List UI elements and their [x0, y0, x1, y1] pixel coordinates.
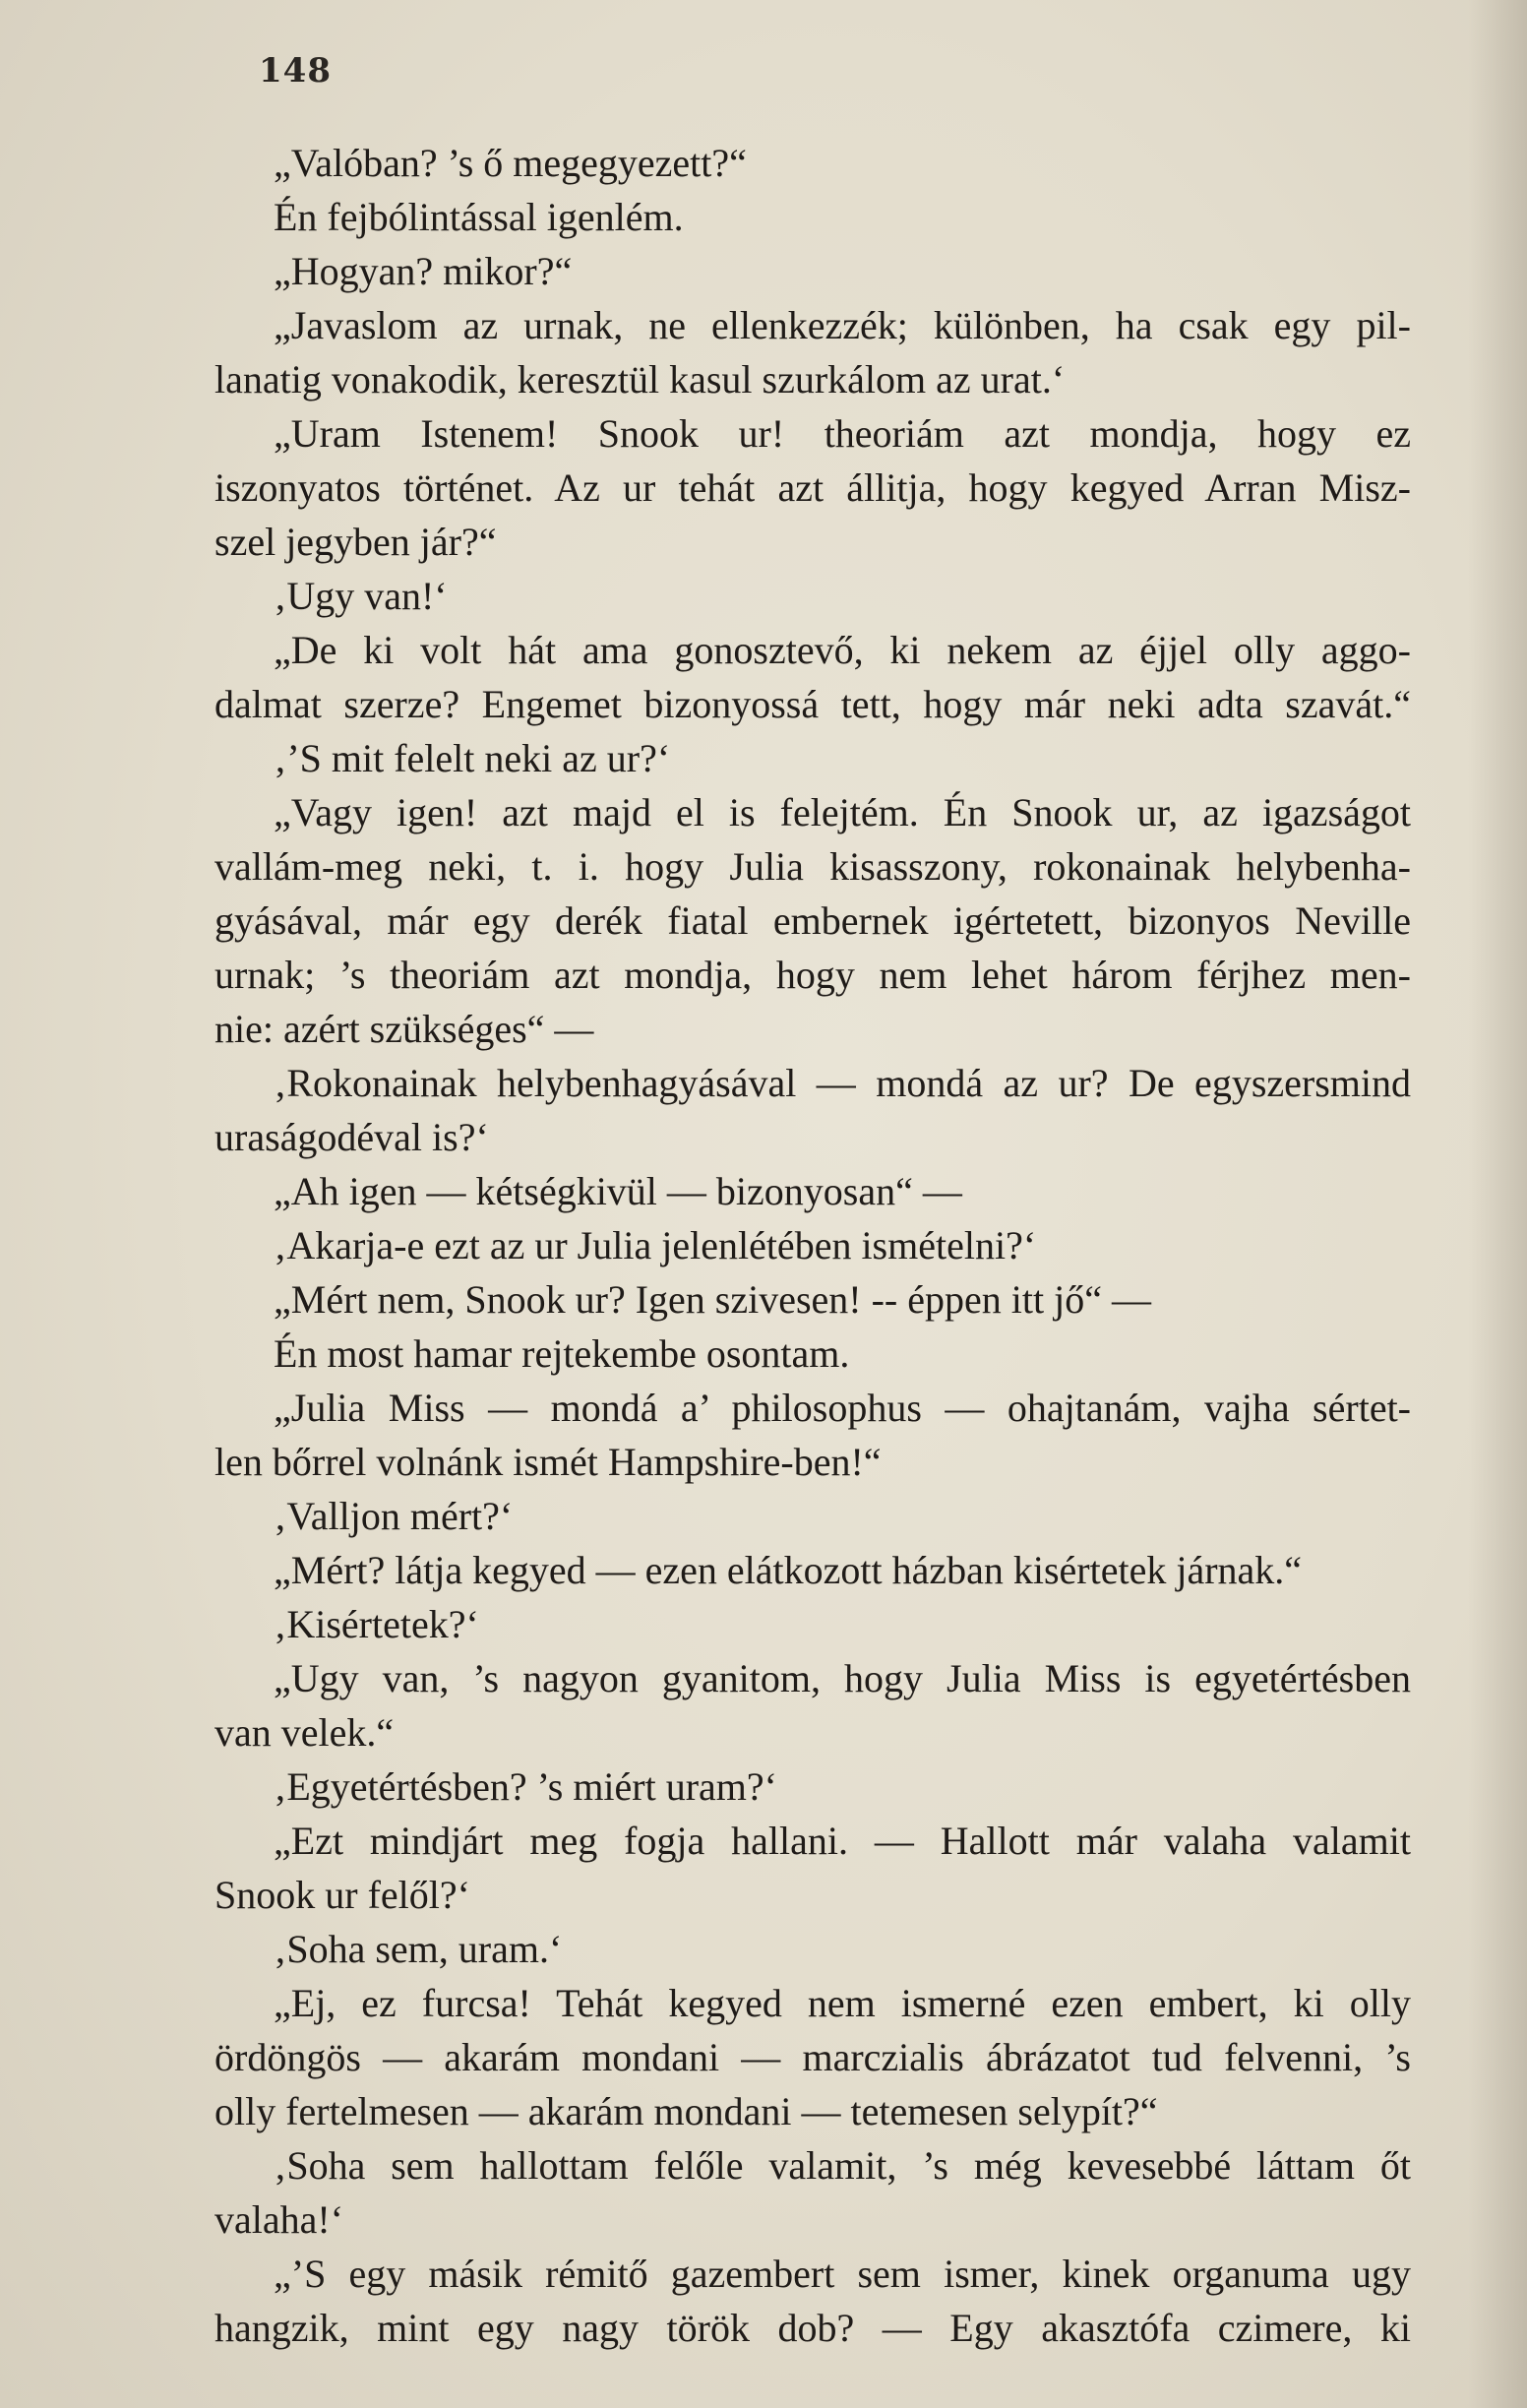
text-line: lanatig vonakodik, keresztül kasul szurkálom az urat.‘	[214, 357, 1066, 401]
text-line: dalmat szerze? Engemet bizonyossá tett, hogy már neki adta szavát.“	[214, 682, 1411, 726]
text-line: ‚Kisértetek?‘	[274, 1602, 479, 1646]
text-line: „Mért? látja kegyed — ezen elátkozott házban kisértetek járnak.“	[274, 1548, 1303, 1592]
text-line: „Ezt mindjárt meg fogja hallani. — Hallott már valaha valamit	[274, 1819, 1411, 1863]
page-edge-shadow	[1468, 0, 1527, 2408]
text-line: vallám-meg neki, t. i. hogy Julia kisasszony, rokonainak helybenha-	[214, 844, 1411, 889]
text-line: „De ki volt hát ama gonosztevő, ki nekem az éjjel olly aggo-	[274, 628, 1411, 672]
text-line: nie: azért szükséges“ —	[214, 1007, 594, 1051]
text-line: „Ugy van, ’s nagyon gyanitom, hogy Julia Miss is egyetértésben	[274, 1656, 1411, 1700]
text-line: urnak; ’s theoriám azt mondja, hogy nem lehet három férjhez men-	[214, 953, 1411, 997]
text-line: ‚Ugy van!‘	[274, 574, 448, 618]
text-line: ‚Valljon mért?‘	[274, 1494, 514, 1538]
text-line: Én fejbólintással igenlém.	[274, 195, 684, 239]
text-line: „Hogyan? mikor?“	[274, 249, 573, 293]
text-line: ‚Egyetértésben? ’s miért uram?‘	[274, 1764, 777, 1809]
text-line: „’S egy másik rémitő gazembert sem ismer, kinek organuma ugy	[274, 2252, 1411, 2296]
text-line: „Vagy igen! azt majd el is felejtém. Én Snook ur, az igazságot	[274, 790, 1411, 834]
page-number: 148	[259, 51, 332, 91]
text-line: gyásával, már egy derék fiatal embernek igértetett, bizonyos Neville	[214, 898, 1411, 943]
text-line: ‚Soha sem, uram.‘	[274, 1927, 563, 1971]
text-line: szel jegyben jár?“	[214, 520, 497, 564]
text-line: „Mért nem, Snook ur? Igen szivesen! -- éppen itt jő“ —	[274, 1277, 1151, 1322]
text-line: len bőrrel volnánk ismét Hampshire-ben!“	[214, 1440, 882, 1484]
text-line: ‚Soha sem hallottam felőle valamit, ’s még kevesebbé láttam őt	[274, 2143, 1411, 2188]
text-line: olly fertelmesen — akarám mondani — tetemesen selypít?“	[214, 2089, 1158, 2133]
text-line: ‚’S mit felelt neki az ur?‘	[274, 736, 671, 780]
text-line: ‚Rokonainak helybenhagyásával — mondá az ur? De egyszersmind	[274, 1061, 1411, 1105]
text-line: Én most hamar rejtekembe osontam.	[274, 1331, 850, 1376]
text-line: uraságodéval is?‘	[214, 1115, 489, 1159]
text-line: valaha!‘	[214, 2197, 344, 2242]
text-line: hangzik, mint egy nagy török dob? — Egy akasztófa czimere, ki	[214, 2306, 1411, 2350]
text-line: Snook ur felől?‘	[214, 1873, 470, 1917]
text-line: „Ej, ez furcsa! Tehát kegyed nem ismerné ezen embert, ki olly	[274, 1981, 1411, 2025]
text-line: „Ah igen — kétségkivül — bizonyosan“ —	[274, 1169, 962, 1213]
text-line: ördöngös — akarám mondani — marczialis ábrázatot tud felvenni, ’s	[214, 2035, 1411, 2079]
body-text	[214, 136, 1411, 2355]
text-line: iszonyatos történet. Az ur tehát azt állitja, hogy kegyed Arran Misz-	[214, 465, 1411, 510]
text-line: „Valóban? ’s ő megegyezett?“	[274, 141, 747, 185]
text-line: van velek.“	[214, 1710, 395, 1755]
text-line: „Uram Istenem! Snook ur! theoriám azt mondja, hogy ez	[274, 411, 1411, 456]
text-line: „Javaslom az urnak, ne ellenkezzék; különben, ha csak egy pil-	[274, 303, 1411, 347]
text-line: „Julia Miss — mondá a’ philosophus — ohajtanám, vajha sértet-	[274, 1386, 1411, 1430]
text-line: ‚Akarja-e ezt az ur Julia jelenlétében ismételni?‘	[274, 1223, 1037, 1267]
